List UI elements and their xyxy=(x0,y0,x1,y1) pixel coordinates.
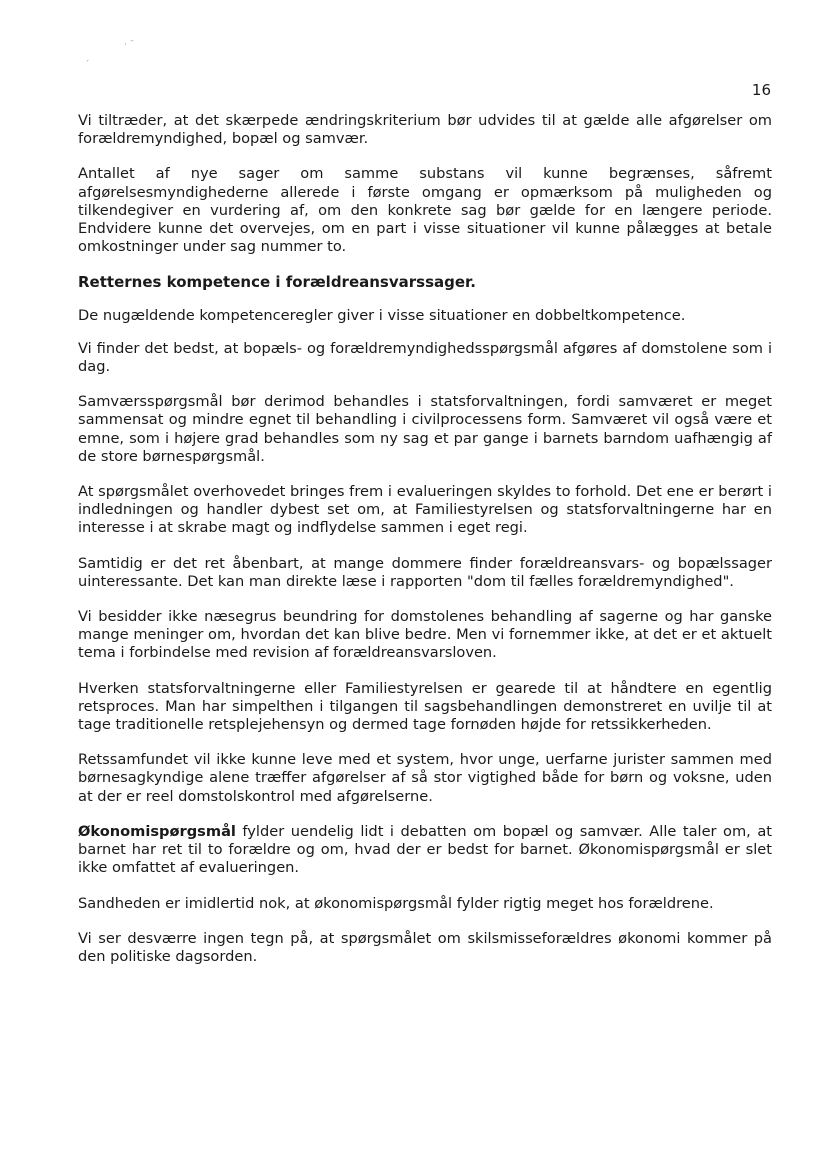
section-heading: Retternes kompetence i forældreansvarssager. xyxy=(78,273,476,292)
paragraph: Vi finder det bedst, at bopæls- og forældremyndighedsspørgsmål afgøres af domstolene som i dag. xyxy=(78,339,772,376)
paragraph: Vi tiltræder, at det skærpede ændringskriterium bør udvides til at gælde alle afgørelser om forældremyndighed, bopæl og samvær. xyxy=(78,112,772,148)
economy-lead: Økonomispørgsmål xyxy=(78,822,236,840)
scan-speck: ˊ xyxy=(85,60,90,70)
economy-paragraph xyxy=(78,823,772,878)
paragraph: Samværsspørgsmål bør derimod behandles i statsforvaltningen, fordi samværet er meget sammensat og mindre egnet til behandling i civilprocessens form. Samværet vil også være et emne, som i højere grad behandles som ny sag et par gange i barnets barndom uafhængig af de store børnespørgsmål. xyxy=(78,393,772,465)
paragraph: At spørgsmålet overhovedet bringes frem i evalueringen skyldes to forhold. Det ene er berørt i indledningen og handler dybest set om, at Familiestyrelsen og statsforvaltningerne har en interesse i at skrabe magt og indflydelse sammen i eget regi. xyxy=(78,483,772,537)
paragraph: De nugældende kompetenceregler giver i visse situationer en dobbeltkompetence. xyxy=(78,306,686,324)
paragraph: Vi besidder ikke næsegrus beundring for domstolenes behandling af sagerne og har ganske mange meninger om, hvordan det kan blive bedre. Men vi fornemmer ikke, at det er et aktuelt tema i forbindelse med revision af forældreansvarsloven. xyxy=(78,608,772,662)
paragraph: Retssamfundet vil ikke kunne leve med et system, hvor unge, uerfarne jurister sammen med børnesagkyndige alene træffer afgørelser af så stor vigtighed både for børn og voksne, uden at der er reel domstolskontrol med afgørelserne. xyxy=(78,751,772,805)
economy-text: fylder uendelig lidt i debatten om bopæl og samvær. Alle taler om, at barnet har ret til to forældre og om, hvad der er bedst for barnet. Økonomispørgsmål er slet ikke omfattet af evalueringen. xyxy=(78,822,772,877)
scan-speck: · ˉ xyxy=(124,40,135,50)
page-number: 16 xyxy=(751,81,771,99)
paragraph: Vi ser desværre ingen tegn på, at spørgsmålet om skilsmisseforældres økonomi kommer på den politiske dagsorden. xyxy=(78,929,772,965)
paragraph: Antallet af nye sager om samme substans vil kunne begrænses, såfremt afgørelsesmyndighederne allerede i første omgang er opmærksom på muligheden og tilkendegiver en vurdering af, om den konkrete sag bør gælde for en længere periode. Endvidere kunne det overvejes, om en part i visse situationer vil kunne pålægges at betale omkostninger under sag nummer to. xyxy=(78,165,772,256)
paragraph: Samtidig er det ret åbenbart, at mange dommere finder forældreansvars- og bopælssager uinteressante. Det kan man direkte læse i rapporten "dom til fælles forældremyndighed". xyxy=(78,554,772,590)
paragraph: Hverken statsforvaltningerne eller Familiestyrelsen er gearede til at håndtere en egentlig retsproces. Man har simpelthen i tilgangen til sagsbehandlingen demonstreret en uvilje til at tage traditionelle retsplejehensyn og dermed tage fornøden højde for retssikkerheden. xyxy=(78,679,772,734)
document-body xyxy=(78,112,772,983)
paragraph: Sandheden er imidlertid nok, at økonomispørgsmål fylder rigtig meget hos forældrene. xyxy=(78,894,714,912)
